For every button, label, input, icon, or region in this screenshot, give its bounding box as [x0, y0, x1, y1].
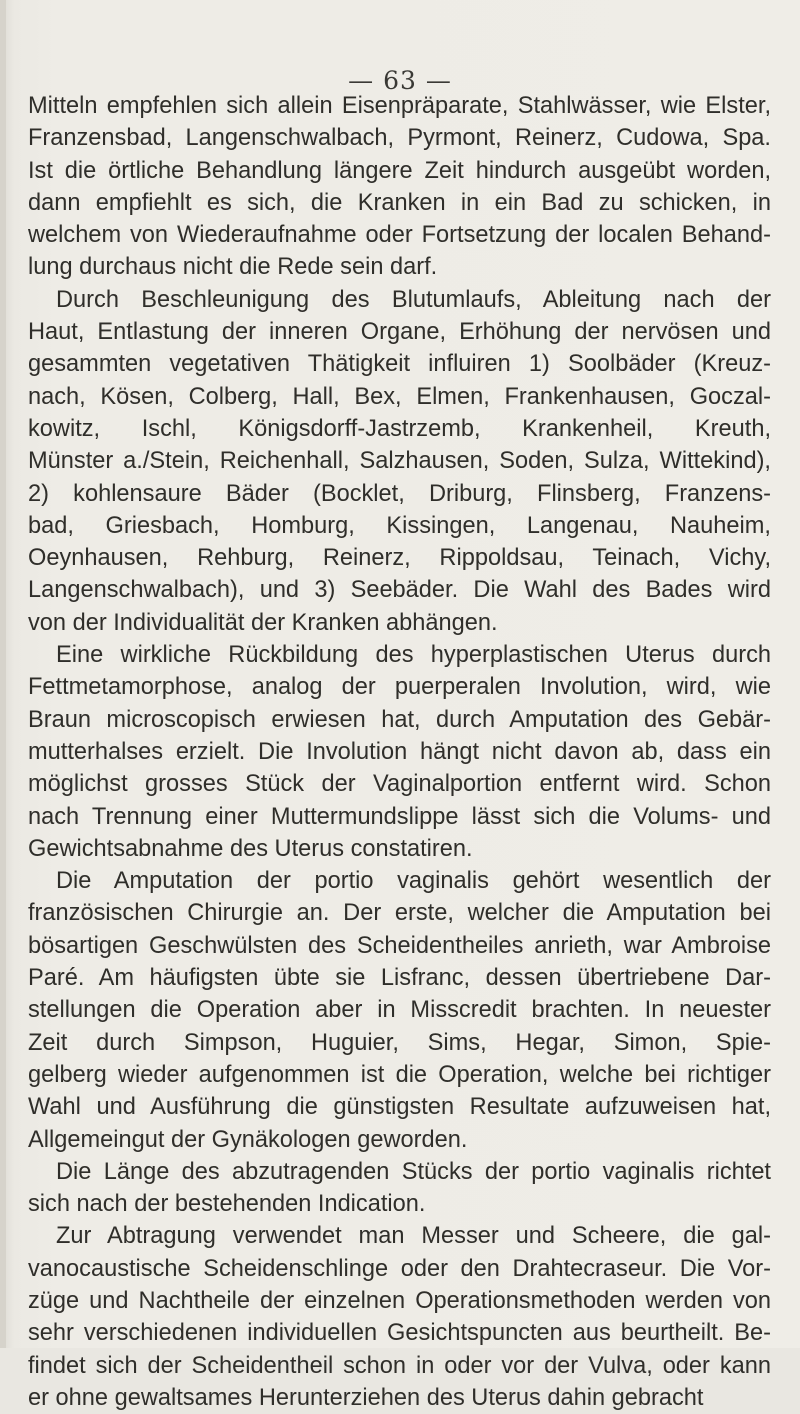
- text-line: dann empfiehlt es sich, die Kranken in ein Bad zu schicken, in: [28, 189, 771, 216]
- text-line: lung durchaus nicht die Rede sein darf.: [28, 254, 438, 281]
- text-line: nach, Kösen, Colberg, Hall, Bex, Elmen, Frankenhausen, Goczal-: [28, 383, 771, 410]
- text-line: Franzensbad, Langenschwalbach, Pyrmont, Reinerz, Cudowa, Spa.: [28, 125, 771, 152]
- text-line: sehr verschiedenen individuellen Gesichtspuncten aus beurtheilt. Be-: [28, 1320, 771, 1347]
- text-line: er ohne gewaltsames Herunterziehen des Uterus dahin gebracht: [28, 1384, 704, 1411]
- text-line: möglichst grosses Stück der Vaginalportion entfernt wird. Schon: [28, 771, 771, 798]
- body-text: [28, 90, 771, 1414]
- page-number: — 63 —: [348, 66, 452, 95]
- text-line: Langenschwalbach), und 3) Seebäder. Die Wahl des Bades wird: [28, 577, 771, 604]
- text-line: Fettmetamorphose, analog der puerperalen Involution, wird, wie: [28, 674, 771, 701]
- text-line: Oeynhausen, Rehburg, Reinerz, Rippoldsau, Teinach, Vichy,: [28, 545, 771, 572]
- paragraph: [28, 1220, 771, 1414]
- text-line: findet sich der Scheidentheil schon in oder vor der Vulva, oder kann: [28, 1352, 771, 1379]
- text-line: züge und Nachtheile der einzelnen Operationsmethoden werden von: [28, 1287, 771, 1314]
- text-line: gelberg wieder aufgenommen ist die Operation, welche bei richtiger: [28, 1061, 771, 1088]
- text-line: gesammten vegetativen Thätigkeit influiren 1) Soolbäder (Kreuz-: [28, 351, 771, 378]
- text-line: sich nach der bestehenden Indication.: [28, 1191, 426, 1218]
- text-line: von der Individualität der Kranken abhängen.: [28, 609, 498, 636]
- page-binding-edge: [0, 0, 6, 1348]
- text-line: Eine wirkliche Rückbildung des hyperplastischen Uterus durch: [56, 642, 771, 669]
- paragraph: [28, 1156, 771, 1221]
- text-line: mutterhalses erzielt. Die Involution hängt nicht davon ab, dass ein: [28, 738, 771, 765]
- text-line: Braun microscopisch erwiesen hat, durch Amputation des Gebär-: [28, 706, 771, 733]
- paragraph: [28, 639, 771, 865]
- text-line: Ist die örtliche Behandlung längere Zeit hindurch ausgeübt worden,: [28, 157, 771, 184]
- text-line: Haut, Entlastung der inneren Organe, Erhöhung der nervösen und: [28, 319, 771, 346]
- text-line: stellungen die Operation aber in Misscredit brachten. In neuester: [28, 997, 771, 1024]
- text-line: Durch Beschleunigung des Blutumlaufs, Ableitung nach der: [56, 286, 771, 313]
- text-line: welchem von Wiederaufnahme oder Fortsetzung der localen Behand-: [28, 222, 771, 249]
- text-line: Die Amputation der portio vaginalis gehört wesentlich der: [56, 868, 771, 895]
- text-line: kowitz, Ischl, Königsdorff-Jastrzemb, Krankenheil, Kreuth,: [28, 415, 771, 442]
- text-line: Paré. Am häufigsten übte sie Lisfranc, dessen übertriebene Dar-: [28, 965, 771, 992]
- paragraph: [28, 90, 771, 284]
- text-line: Allgemeingut der Gynäkologen geworden.: [28, 1126, 468, 1153]
- text-line: Mitteln empfehlen sich allein Eisenpräparate, Stahlwässer, wie Elster,: [28, 93, 771, 119]
- text-line: bösartigen Geschwülsten des Scheidentheiles anrieth, war Ambroise: [28, 932, 771, 959]
- paragraph: [28, 865, 771, 1156]
- text-line: Die Länge des abzutragenden Stücks der portio vaginalis richtet: [56, 1158, 771, 1185]
- paragraph: [28, 284, 771, 639]
- text-line: Gewichtsabnahme des Uterus constatiren.: [28, 835, 473, 862]
- text-line: nach Trennung einer Muttermundslippe lässt sich die Volums- und: [28, 803, 771, 830]
- text-line: Münster a./Stein, Reichenhall, Salzhausen, Soden, Sulza, Wittekind),: [28, 448, 771, 475]
- text-line: Zur Abtragung verwendet man Messer und Scheere, die gal-: [56, 1223, 771, 1250]
- text-line: bad, Griesbach, Homburg, Kissingen, Langenau, Nauheim,: [28, 512, 771, 539]
- text-line: Zeit durch Simpson, Huguier, Sims, Hegar, Simon, Spie-: [28, 1029, 771, 1056]
- text-line: Wahl und Ausführung die günstigsten Resultate aufzuweisen hat,: [28, 1094, 771, 1121]
- text-line: französischen Chirurgie an. Der erste, welcher die Amputation bei: [28, 900, 771, 927]
- text-line: 2) kohlensaure Bäder (Bocklet, Driburg, Flinsberg, Franzens-: [28, 480, 771, 507]
- text-line: vanocaustische Scheidenschlinge oder den Drahtecraseur. Die Vor-: [28, 1255, 771, 1282]
